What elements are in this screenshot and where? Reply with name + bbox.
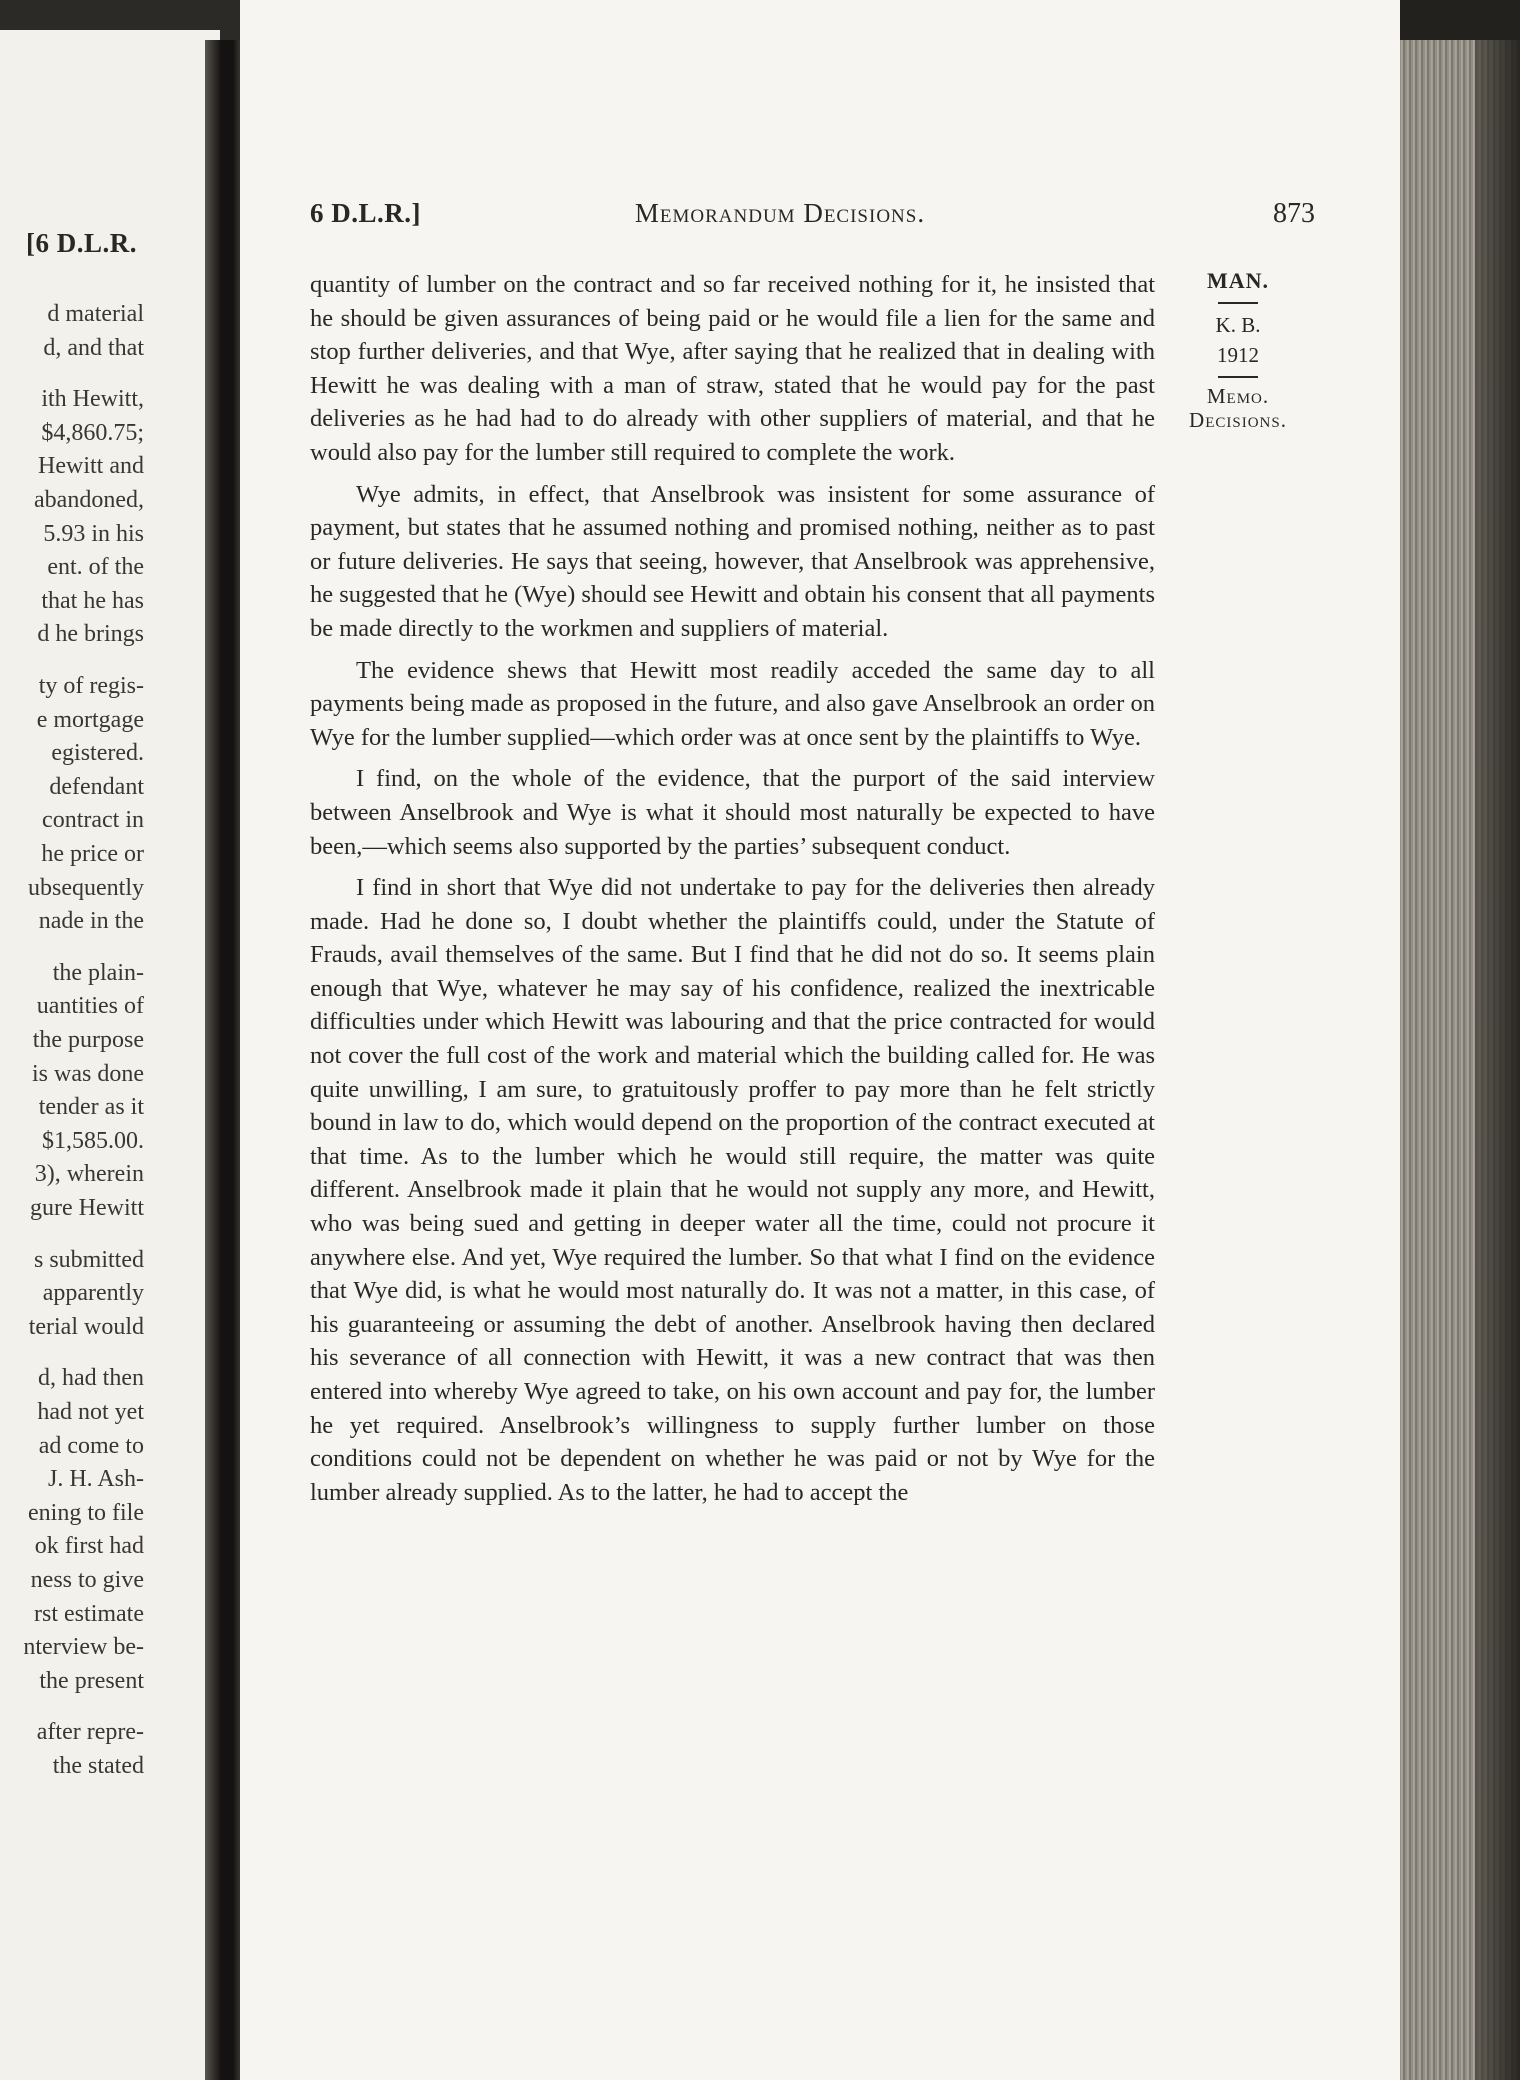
left-page-line: d, had then — [38, 1365, 144, 1392]
paragraph: quantity of lumber on the contract and so far received nothing for it, he insisted that he should be given assurances of being paid or he would file a lien for the same and stop further deliveries, and that Wye, after saying that he realized that in dealing with Hewitt he was dealing with a man of straw, stated that he would pay for the past deliveries as he had had to do already with other suppliers of material, and that he would also pay for the lumber still required to complete the work. — [310, 271, 1155, 466]
paragraph: I find, on the whole of the evidence, that the purport of the said interview between Anselbrook and Wye is what it should most naturally be expected to have been,—which seems also supported by the parties’ subsequent conduct. — [310, 765, 1155, 860]
left-page-line: s submitted — [33, 1246, 144, 1273]
page-number: 873 — [1273, 198, 1315, 229]
paragraph: I find in short that Wye did not undertake to pay for the deliveries then already made. Had he done so, I doubt whether the plaintiffs could, under the Statute of Frauds, avail themselves of the same. But I find that he did not do so. It seems plain enough that Wye, whatever he may say of his confidence, realized the inextricable difficulties under which Hewitt was labouring and that the price contracted for would not cover the full cost of the work and material which the building called for. He was quite unwilling, I am sure, to gratuitously proffer to pay more than he felt strictly bound in law to do, which would depend on the proportion of the contract executed at that time. As to the lumber which he would still require, the matter was quite different. Anselbrook made it plain that he would not supply any more, and Hewitt, who was being sued and getting in deeper water all the time, could not procure it anywhere else. And yet, Wye required the lumber. So that what I find on the evidence that Wye did, is what he would most naturally do. It was not a matter, in this case, of his guaranteeing or assuming the debt of another. Anselbrook having then declared his severance of all connection with Hewitt, it was a new contract that was then entered into whereby Wye agreed to take, on his own account and pay for, the lumber he yet required. Anselbrook’s willingness to supply further lumber on those conditions could not be dependent on whether he was paid or not by Wye for the lumber already supplied. As to the latter, he had to accept the — [310, 874, 1155, 1506]
left-page-line: he price or — [41, 841, 144, 867]
margin-note — [1178, 266, 1298, 432]
left-page-line: d, and that — [43, 334, 144, 361]
left-running-head: [6 D.L.R. — [26, 228, 137, 258]
left-page-line: 3), wherein — [34, 1161, 144, 1188]
left-page-line: ening to file — [28, 1499, 144, 1526]
paragraph: Wye admits, in effect, that Anselbrook was insistent for some assurance of payment, but states that he assumed nothing and promised nothing, neither as to past or future deliveries. He says that seeing, however, that Anselbrook was apprehensive, he suggested that he (Wye) should see Hewitt and obtain his consent that all payments be made directly to the workmen and suppliers of material. — [310, 480, 1155, 642]
left-page-line: abandoned, — [34, 487, 144, 513]
left-page-line: ith Hewitt, — [41, 386, 144, 413]
margin-note-rule — [1218, 302, 1258, 304]
left-page-line: ad come to — [38, 1432, 144, 1459]
left-page-line: egistered. — [51, 740, 144, 767]
corner-shadow — [1400, 0, 1520, 40]
left-page-line: defendant — [49, 773, 144, 800]
left-page-line: that he has — [41, 587, 144, 614]
margin-note-province: MAN. — [1206, 268, 1270, 293]
left-page-line: ubsequently — [28, 874, 144, 901]
left-page-line: e mortgage — [36, 706, 144, 733]
volume-reference: 6 D.L.R.] — [310, 198, 421, 228]
margin-note-court: K. B. — [1215, 313, 1261, 337]
left-page-line: contract in — [42, 807, 144, 834]
left-page-line: ty of regis- — [38, 673, 144, 699]
left-page-line: $1,585.00. — [42, 1127, 144, 1154]
paragraph: The evidence shews that Hewitt most readily acceded the same day to all payments being made as proposed in the future, and also gave Anselbrook an order on Wye for the lumber supplied—which order was at once sent by the plaintiffs to Wye. — [310, 656, 1155, 751]
left-page-line: ok first had — [34, 1533, 144, 1560]
left-page-line: ness to give — [30, 1567, 144, 1593]
running-title: Memorandum Decisions. — [634, 198, 926, 228]
left-page-line: nade in the — [38, 908, 144, 935]
margin-note-label-1: Memo. — [1206, 384, 1270, 408]
left-page-line: terial would — [28, 1313, 144, 1340]
body-text — [310, 268, 1155, 1517]
left-page-line: 5.93 in his — [43, 520, 144, 547]
left-page-line: d he brings — [37, 621, 144, 648]
left-page-line: the purpose — [32, 1027, 144, 1053]
margin-note-rule — [1218, 376, 1258, 378]
left-page-line: the plain- — [52, 959, 144, 986]
margin-note-year: 1912 — [1217, 343, 1259, 367]
left-page — [0, 30, 220, 2080]
left-page-line: gure Hewitt — [30, 1195, 144, 1221]
left-page-line: nterview be- — [23, 1634, 144, 1661]
left-page-line: tender as it — [38, 1094, 144, 1121]
left-page-line: uantities of — [36, 993, 144, 1020]
left-page-line: rst estimate — [34, 1600, 144, 1627]
left-page-line: the present — [39, 1667, 144, 1694]
left-page-line: the stated — [52, 1753, 144, 1779]
margin-note-label-2: Decisions. — [1189, 408, 1287, 432]
left-page-line: J. H. Ash- — [47, 1466, 144, 1493]
book-gutter — [205, 40, 245, 2080]
left-page-line: after repre- — [36, 1719, 144, 1746]
left-page-line: is was done — [32, 1060, 144, 1087]
left-page-line: $4,860.75; — [41, 419, 144, 446]
page-edge-shadow — [1475, 0, 1520, 2080]
left-page-line: ent. of the — [47, 554, 144, 581]
left-page-line: apparently — [42, 1280, 144, 1307]
left-page-line: Hewitt and — [38, 453, 144, 480]
running-head — [310, 198, 1315, 232]
left-page-line: had not yet — [37, 1399, 144, 1425]
left-page-line: d material — [47, 301, 144, 327]
